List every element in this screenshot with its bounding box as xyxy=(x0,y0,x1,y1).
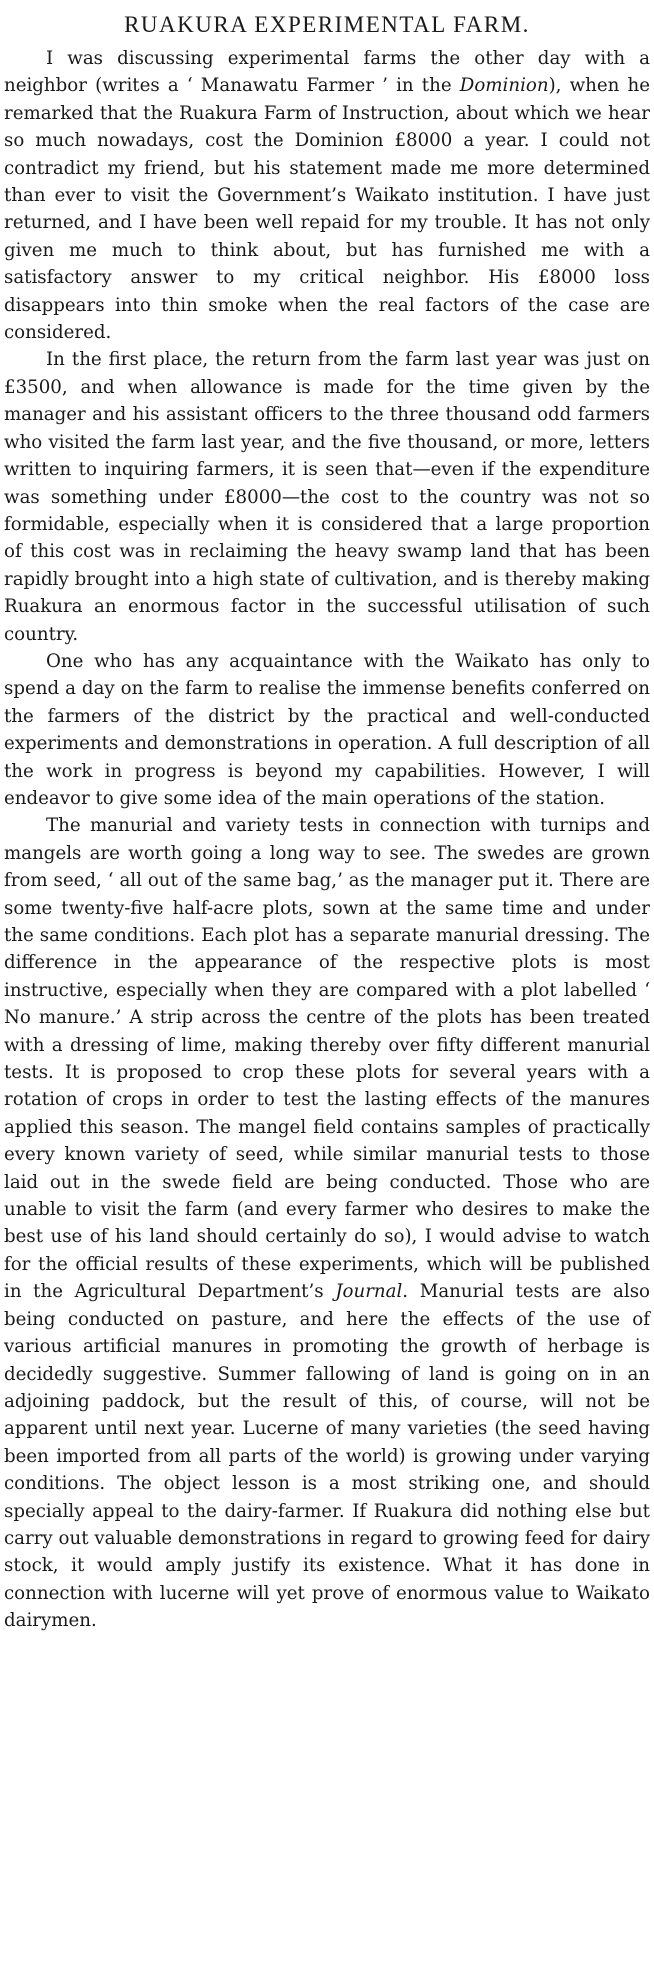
publication-name: Dominion xyxy=(459,75,549,97)
paragraph-1 xyxy=(4,45,650,346)
text-run: The manurial and variety tests in connection with turnips and mangels are worth going a long way to see. The swedes are grown from seed, ‘ all out of the same bag,’ as the manager put it. There are some twenty-five half-acre plots, sown at the same time and under the same conditions. Each plot has a separate manurial dressing. The difference in the appearance of the respective plots is most instructive, especially when they are compared with a plot labelled ‘ No manure.’ A strip across the centre of the plots has been treated with a dressing of lime, making thereby over fifty different manurial tests. It is proposed to crop these plots for several years with a rotation of crops in order to test the lasting effects of the manures applied this season. The mangel field contains samples of practically every known variety of seed, while similar manurial tests to those laid out in the swede field are being conducted. Those who are unable to visit the farm (and every farmer who desires to make the best use of his land should certainly do so), I would advise to watch for the official results of these experiments, which will be published in the Agricultural Department’s xyxy=(4,815,650,1303)
text-run: . Manurial tests are also being conducted on pasture, and here the effects of the use of various artificial manures in promoting the growth of herbage is decidedly suggestive. Summer fallowing of land is going on in an adjoining paddock, but the result of this, of course, will not be apparent until next year. Lucerne of many varieties (the seed having been imported from all parts of the world) is growing under varying conditions. The object lesson is a most striking one, and should specially appeal to the dairy-farmer. If Ruakura did nothing else but carry out valuable demonstrations in regard to growing feed for dairy stock, it would amply justify its existence. What it has done in connection with lucerne will yet prove of enormous value to Waikato dairymen. xyxy=(4,1281,650,1632)
article-headline: RUAKURA EXPERIMENTAL FARM. xyxy=(124,12,530,37)
text-run: I was discussing experimental farms the other day with a neighbor (writes a ‘ Manawatu Farmer ’ in the xyxy=(4,48,650,97)
text-run: One who has any acquaintance with the Waikato has only to spend a day on the farm to realise the immense benefits conferred on the farmers of the district by the practical and well-conducted experiments and demonstrations in operation. A full description of all the work in progress is beyond my capabilities. However, I will endeavor to give some idea of the main operations of the station. xyxy=(4,650,650,809)
newspaper-article xyxy=(4,10,650,1635)
paragraph-3 xyxy=(4,648,650,812)
publication-name: Journal xyxy=(335,1281,403,1303)
text-run: In the first place, the return from the farm last year was just on £3500, and when allowance is made for the time given by the manager and his assistant officers to the three thousand odd farmers who visited the farm last year, and the five thousand, or more, letters written to inquiring farmers, it is seen that—even if the expenditure was something under £8000—the cost to the country was not so formidable, especially when it is considered that a large proportion of this cost was in reclaiming the heavy swamp land that has been rapidly brought into a high state of cultivation, and is thereby making Ruakura an enormous factor in the successful utilisation of such country. xyxy=(4,349,650,645)
paragraph-2 xyxy=(4,346,650,647)
paragraph-4 xyxy=(4,812,650,1634)
text-run: ), when he remarked that the Ruakura Farm of Instruction, about which we hear so much nowadays, cost the Dominion £8000 a year. I could not contradict my friend, but his statement made me more determined than ever to visit the Government’s Waikato institution. I have just returned, and I have been well repaid for my trouble. It has not only given me much to think about, but has furnished me with a satisfactory answer to my critical neighbor. His £8000 loss disappears into thin smoke when the real factors of the case are considered. xyxy=(4,75,650,344)
